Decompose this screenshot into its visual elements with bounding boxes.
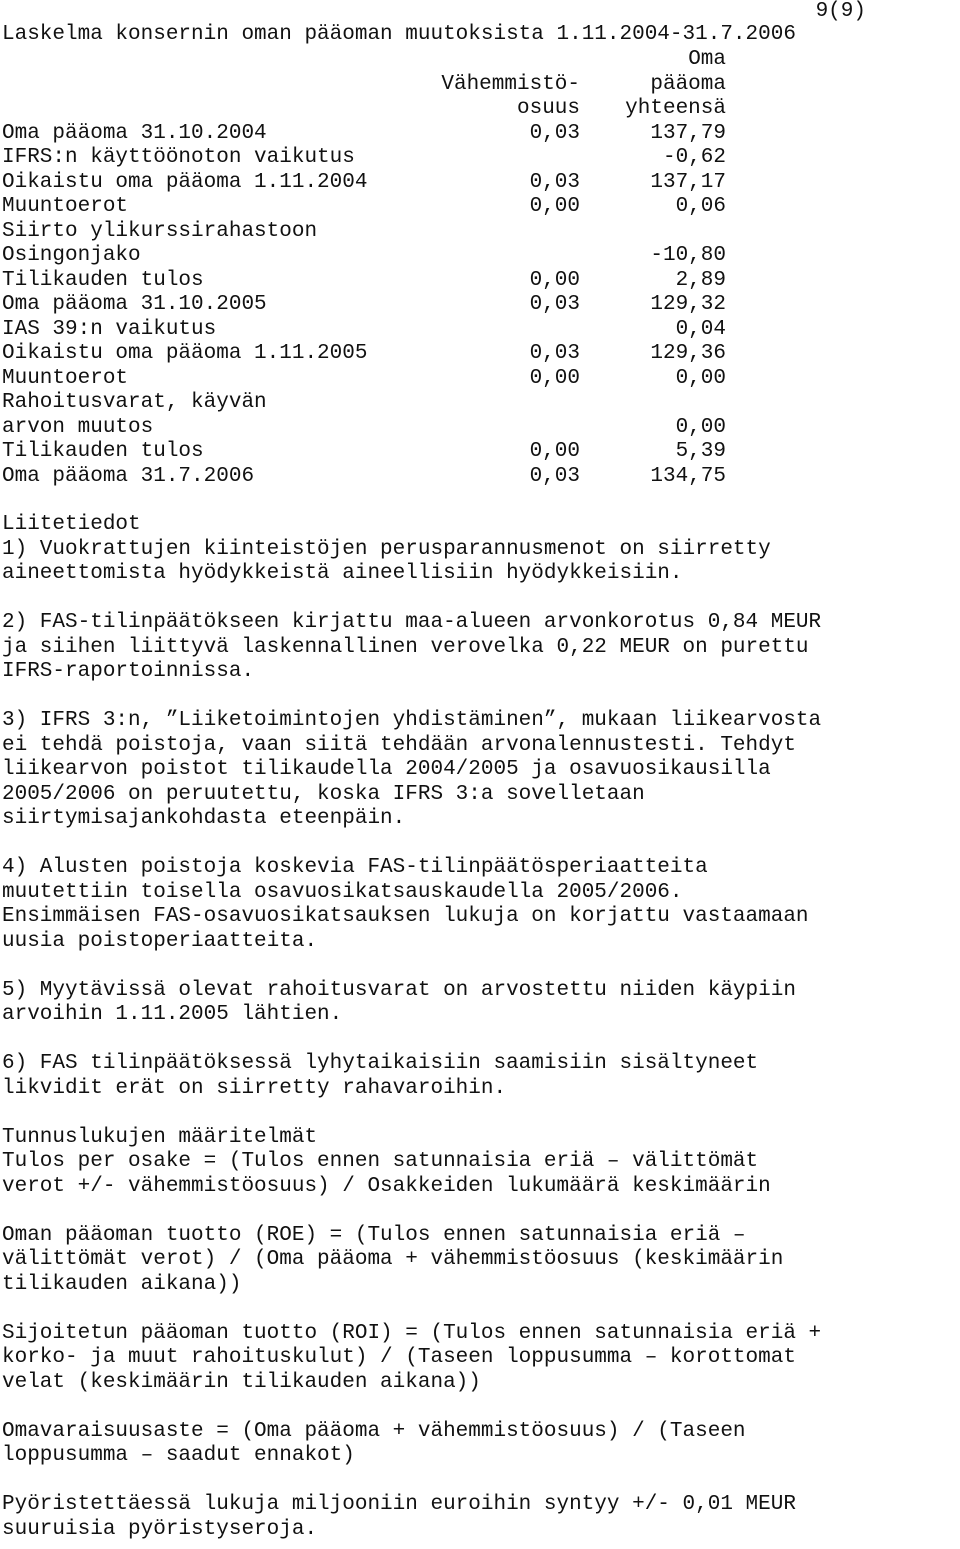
row-minority-value: 0,00 xyxy=(529,268,580,292)
row-total-value: 129,32 xyxy=(650,293,726,316)
row-total-value: 2,89 xyxy=(675,268,726,292)
definition-eps: Tulos per osake = (Tulos ennen satunnaisia eriä – välittömät verot +/- vähemmistöosuus) / Osakkeiden lukumäärä keskimäärin xyxy=(2,1150,771,1198)
header-minority-interest: Vähemmistö- osuus xyxy=(441,72,580,120)
row-label: IAS 39:n vaikutus xyxy=(2,317,217,341)
row-minority-value: 0,03 xyxy=(529,170,580,194)
row-minority-value: 0,00 xyxy=(529,195,580,218)
row-total-value: 137,79 xyxy=(650,121,726,145)
table-row xyxy=(2,293,732,318)
definition-roe: Oman pääoman tuotto (ROE) = (Tulos ennen satunnaisia eriä – välittömät verot) / (Oma pääoma + vähemmistöosuus (keskimäärin tilikauden aikana)) xyxy=(2,1223,784,1296)
notes-section xyxy=(2,513,960,1542)
note-2: 2) FAS-tilinpäätökseen kirjattu maa-alueen arvonkorotus 0,84 MEUR ja siihen liittyvä laskennallinen verovelka 0,22 MEUR on purettu IFRS-raportoinnissa. xyxy=(2,611,822,683)
note-6: 6) FAS tilinpäätöksessä lyhytaikaisiin saamisiin sisältyneet likvidit erät on siirretty rahavaroihin. xyxy=(2,1052,759,1100)
table-row xyxy=(2,269,732,294)
table-row xyxy=(2,122,732,147)
row-label: Oma pääoma 31.7.2006 xyxy=(2,464,255,488)
table-row xyxy=(2,465,732,490)
definition-equity-ratio: Omavaraisuusaste = (Oma pääoma + vähemmistöosuus) / (Taseen loppusumma – saadut ennakot) xyxy=(2,1419,746,1467)
equity-changes-table xyxy=(2,48,732,489)
row-label: IFRS:n käyttöönoton vaikutus xyxy=(2,146,355,169)
note-4: 4) Alusten poistoja koskevia FAS-tilinpäätösperiaatteita muutettiin toisella osavuosikatsauskaudella 2005/2006. Ensimmäisen FAS-osavuosikatsauksen lukuja on korjattu vastaamaan uusia poistoperiaatteita. xyxy=(2,856,809,953)
table-row xyxy=(2,318,732,343)
row-label: Muuntoerot xyxy=(2,366,129,390)
definitions-heading: Tunnuslukujen määritelmät xyxy=(2,1125,318,1149)
row-minority-value: 0,03 xyxy=(529,464,580,488)
row-minority-value: 0,03 xyxy=(529,293,580,316)
row-minority-value: 0,03 xyxy=(529,121,580,145)
row-total-value: 129,36 xyxy=(650,342,726,365)
row-total-value: 0,06 xyxy=(675,195,726,218)
rounding-note: Pyöristettäessä lukuja miljooniin euroihin syntyy +/- 0,01 MEUR suuruisia pyöristyseroja. xyxy=(2,1493,796,1541)
row-minority-value: 0,00 xyxy=(529,366,580,390)
row-minority-value: 0,00 xyxy=(529,440,580,463)
table-header xyxy=(2,48,732,122)
row-label: Tilikauden tulos xyxy=(2,268,204,292)
page-number: 9(9) xyxy=(815,0,866,23)
definition-roi: Sijoitetun pääoman tuotto (ROI) = (Tulos ennen satunnaisia eriä + korko- ja muut rahoituskulut) / (Taseen loppusumma – korottomat velat (keskimäärin tilikauden aikana)) xyxy=(2,1321,822,1394)
row-label: Rahoitusvarat, käyvän xyxy=(2,391,267,414)
note-5: 5) Myytävissä olevat rahoitusvarat on arvostettu niiden käypiin arvoihin 1.11.2005 lähtien. xyxy=(2,978,796,1026)
row-label: arvon muutos xyxy=(2,415,154,439)
row-total-value: 0,04 xyxy=(675,317,726,341)
row-total-value: 137,17 xyxy=(650,170,726,194)
note-1: 1) Vuokrattujen kiinteistöjen perusparannusmenot on siirretty aineettomista hyödykkeistä aineellisiin hyödykkeisiin. xyxy=(2,537,771,585)
row-label: Muuntoerot xyxy=(2,195,129,218)
table-row xyxy=(2,171,732,196)
row-label: Oma pääoma 31.10.2005 xyxy=(2,293,267,316)
table-row xyxy=(2,195,732,220)
row-label: Oma pääoma 31.10.2004 xyxy=(2,121,267,145)
table-row xyxy=(2,244,732,269)
row-label: Osingonjako xyxy=(2,244,141,267)
table-row xyxy=(2,342,732,367)
row-label: Oikaistu oma pääoma 1.11.2004 xyxy=(2,170,368,194)
table-row xyxy=(2,367,732,392)
header-total-equity: Oma pääoma yhteensä xyxy=(625,48,726,120)
notes-heading: Liitetiedot xyxy=(2,513,141,536)
row-total-value: -10,80 xyxy=(650,244,726,267)
row-total-value: -0,62 xyxy=(662,146,726,169)
row-label: Tilikauden tulos xyxy=(2,440,204,463)
row-total-value: 5,39 xyxy=(675,440,726,463)
table-row xyxy=(2,440,732,465)
table-body xyxy=(2,122,732,490)
row-label: Siirto ylikurssirahastoon xyxy=(2,219,318,243)
table-row xyxy=(2,220,732,245)
row-total-value: 0,00 xyxy=(675,366,726,390)
row-total-value: 134,75 xyxy=(650,464,726,488)
table-row xyxy=(2,416,732,441)
row-total-value: 0,00 xyxy=(675,415,726,439)
table-row xyxy=(2,391,732,416)
statement-title: Laskelma konsernin oman pääoman muutoksista 1.11.2004-31.7.2006 xyxy=(2,23,796,46)
row-label: Oikaistu oma pääoma 1.11.2005 xyxy=(2,342,368,365)
row-minority-value: 0,03 xyxy=(529,342,580,365)
note-3: 3) IFRS 3:n, ”Liiketoimintojen yhdistäminen”, mukaan liikearvosta ei tehdä poistoja, vaan siitä tehdään arvonalennustesti. Tehdyt liikearvon poistot tilikaudella 2004/2005 ja osavuosikausilla 2005/2006 on peruutettu, koska IFRS 3:a sovelletaan siirtymisajankohdasta eteenpäin. xyxy=(2,709,822,830)
table-row xyxy=(2,146,732,171)
